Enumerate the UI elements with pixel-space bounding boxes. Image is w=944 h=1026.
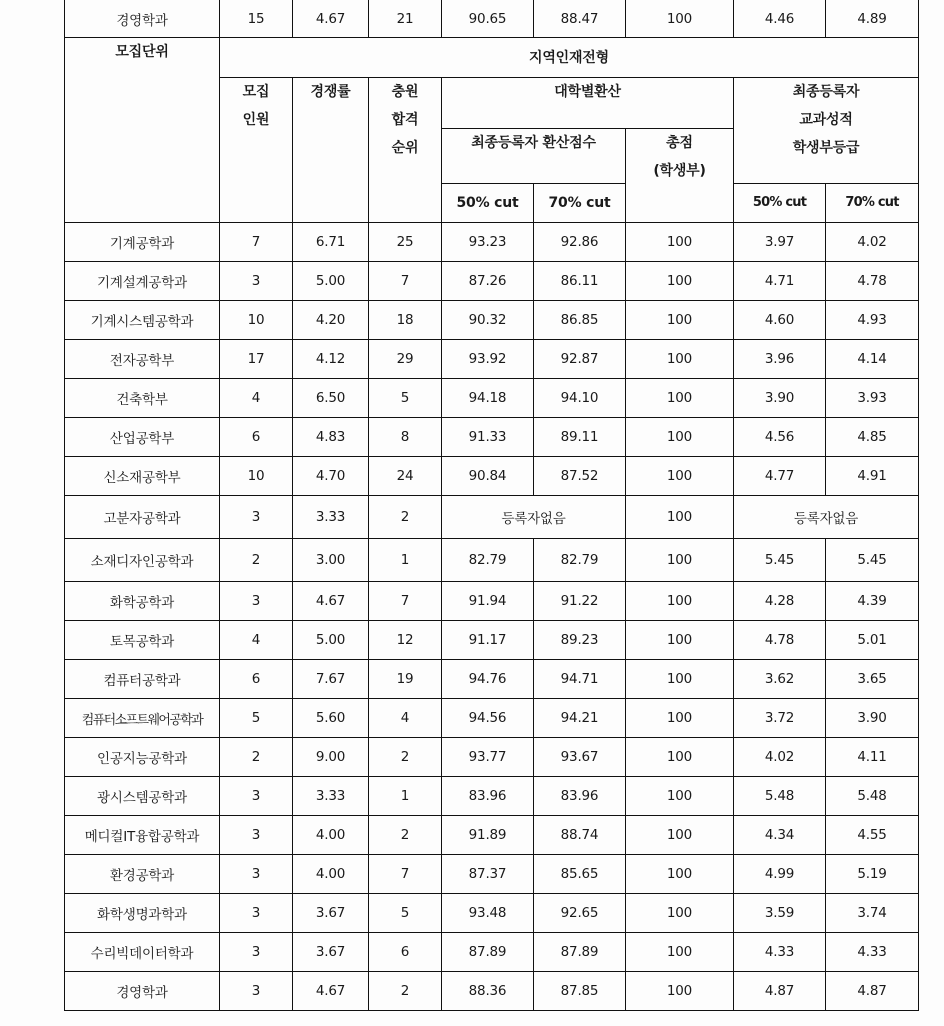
quota-cell: 17 [220,340,293,379]
grade50-cell: 3.62 [734,660,826,699]
grade70-cell: 5.48 [826,777,919,816]
rank-cell: 25 [369,223,442,262]
grade70-cell: 4.85 [826,418,919,457]
table-row [65,223,919,262]
competition-cell: 3.33 [293,496,369,539]
table-row [65,777,919,816]
header-row-track [65,38,919,78]
grade50-cell: 4.78 [734,621,826,660]
total-cell: 100 [626,301,734,340]
admission-results-document [64,0,918,1011]
grade50-cell: 4.56 [734,418,826,457]
total-cell: 100 [626,582,734,621]
grade70-cell: 4.78 [826,262,919,301]
cut70-cell: 94.10 [534,379,626,418]
table-row [65,379,919,418]
competition-cell: 3.00 [293,539,369,582]
table-row [65,582,919,621]
total-cell: 100 [626,340,734,379]
total-cell: 100 [626,816,734,855]
dept-cell: 소재디자인공학과 [65,539,220,582]
cut50-cell: 90.32 [442,301,534,340]
cut50-cell: 90.84 [442,457,534,496]
grade70-cell: 4.89 [826,0,919,38]
competition-cell: 3.67 [293,933,369,972]
grade50-cell: 4.77 [734,457,826,496]
competition-cell: 4.12 [293,340,369,379]
table-row [65,816,919,855]
total-cell: 100 [626,777,734,816]
rank-cell: 7 [369,855,442,894]
competition-cell: 4.70 [293,457,369,496]
dept-cell: 기계공학과 [65,223,220,262]
grade70-cell: 4.87 [826,972,919,1011]
header-competition: 경쟁률 [293,78,369,223]
dept-cell: 광시스템공학과 [65,777,220,816]
grade70-cell: 3.93 [826,379,919,418]
grade50-cell: 4.60 [734,301,826,340]
rank-cell: 4 [369,699,442,738]
table-row [65,621,919,660]
cut50-cell: 93.48 [442,894,534,933]
competition-cell: 6.71 [293,223,369,262]
grade50-cell: 4.02 [734,738,826,777]
header-track: 지역인재전형 [220,38,919,78]
total-cell: 100 [626,0,734,38]
competition-cell: 5.00 [293,262,369,301]
quota-cell: 3 [220,816,293,855]
cut70-cell: 94.71 [534,660,626,699]
cut70-cell: 91.22 [534,582,626,621]
cut50-cell: 91.94 [442,582,534,621]
cut50-cell: 83.96 [442,777,534,816]
dept-cell: 화학공학과 [65,582,220,621]
total-cell: 100 [626,933,734,972]
competition-cell: 4.20 [293,301,369,340]
cut50-cell: 87.89 [442,933,534,972]
admission-results-table [64,0,919,1011]
total-cell: 100 [626,457,734,496]
table-row [65,340,919,379]
quota-cell: 7 [220,223,293,262]
grade50-cell: 4.46 [734,0,826,38]
total-cell: 100 [626,262,734,301]
dept-cell: 고분자공학과 [65,496,220,539]
grade70-cell: 4.02 [826,223,919,262]
quota-cell: 4 [220,621,293,660]
grade70-cell: 4.14 [826,340,919,379]
rank-cell: 12 [369,621,442,660]
grade70-cell: 4.39 [826,582,919,621]
quota-cell: 3 [220,496,293,539]
competition-cell: 4.67 [293,0,369,38]
competition-cell: 4.00 [293,855,369,894]
header-grade-cut50: 50% cut [734,184,826,223]
table-row [65,894,919,933]
dept-cell: 토목공학과 [65,621,220,660]
competition-cell: 4.83 [293,418,369,457]
dept-cell: 인공지능공학과 [65,738,220,777]
grade70-cell: 4.11 [826,738,919,777]
cut70-cell: 88.74 [534,816,626,855]
cut50-cell: 91.89 [442,816,534,855]
rank-cell: 19 [369,660,442,699]
rank-cell: 5 [369,379,442,418]
table-row [65,301,919,340]
grade70-cell: 4.33 [826,933,919,972]
cut50-cell: 93.77 [442,738,534,777]
cut70-cell: 92.65 [534,894,626,933]
dept-cell: 경영학과 [65,972,220,1011]
rank-cell: 2 [369,496,442,539]
rank-cell: 24 [369,457,442,496]
competition-cell: 4.67 [293,582,369,621]
header-total: 총점 (학생부) [626,129,734,223]
dept-cell: 전자공학부 [65,340,220,379]
grade50-cell: 3.97 [734,223,826,262]
grade50-cell: 3.96 [734,340,826,379]
total-cell: 100 [626,972,734,1011]
table-row [65,855,919,894]
grade70-cell: 4.55 [826,816,919,855]
rank-cell: 2 [369,972,442,1011]
dept-cell: 기계시스템공학과 [65,301,220,340]
cut50-cell: 87.26 [442,262,534,301]
grade70-cell: 3.90 [826,699,919,738]
grade50-cell: 3.90 [734,379,826,418]
rank-cell: 18 [369,301,442,340]
total-cell: 100 [626,699,734,738]
quota-cell: 6 [220,660,293,699]
cut70-cell: 82.79 [534,539,626,582]
grade50-cell: 4.33 [734,933,826,972]
total-cell: 100 [626,496,734,539]
cut50-cell: 94.18 [442,379,534,418]
rank-cell: 29 [369,340,442,379]
competition-cell: 6.50 [293,379,369,418]
header-rank: 충원 합격 순위 [369,78,442,223]
quota-cell: 3 [220,894,293,933]
quota-cell: 3 [220,933,293,972]
grade70-cell: 4.93 [826,301,919,340]
rank-cell: 1 [369,539,442,582]
rank-cell: 8 [369,418,442,457]
total-cell: 100 [626,738,734,777]
rank-cell: 2 [369,738,442,777]
cut70-cell: 87.85 [534,972,626,1011]
dept-cell: 컴퓨터공학과 [65,660,220,699]
table-row [65,262,919,301]
cut50-cell: 88.36 [442,972,534,1011]
header-grade: 최종등록자 교과성적 학생부등급 [734,78,919,184]
table-row [65,972,919,1011]
quota-cell: 10 [220,457,293,496]
cut70-cell: 85.65 [534,855,626,894]
cut70-cell: 89.11 [534,418,626,457]
rank-cell: 21 [369,0,442,38]
total-cell: 100 [626,621,734,660]
table-row [65,539,919,582]
quota-cell: 3 [220,262,293,301]
dept-cell: 신소재공학부 [65,457,220,496]
table-row [65,699,919,738]
cut50-cell: 82.79 [442,539,534,582]
cut50-cell: 93.23 [442,223,534,262]
table-row [65,457,919,496]
cut70-cell: 93.67 [534,738,626,777]
cut70-cell: 86.11 [534,262,626,301]
dept-cell: 메디컬IT융합공학과 [65,816,220,855]
grade50-cell: 3.59 [734,894,826,933]
grade50-cell: 4.34 [734,816,826,855]
grade50-cell: 5.48 [734,777,826,816]
competition-cell: 7.67 [293,660,369,699]
grade50-cell: 5.45 [734,539,826,582]
grade70-cell: 3.74 [826,894,919,933]
grade50-cell: 4.87 [734,972,826,1011]
header-cut50: 50% cut [442,184,534,223]
cut70-cell: 94.21 [534,699,626,738]
table-row [65,660,919,699]
rank-cell: 2 [369,816,442,855]
quota-cell: 5 [220,699,293,738]
header-final-score: 최종등록자 환산점수 [442,129,626,184]
cut50-cell: 91.17 [442,621,534,660]
dept-cell: 건축학부 [65,379,220,418]
table-row [65,933,919,972]
competition-cell: 3.67 [293,894,369,933]
dept-cell: 환경공학과 [65,855,220,894]
total-cell: 100 [626,418,734,457]
rank-cell: 5 [369,894,442,933]
rank-cell: 6 [369,933,442,972]
cut70-cell: 86.85 [534,301,626,340]
grade70-cell: 5.19 [826,855,919,894]
table-row [65,738,919,777]
no-registrant-score-cell: 등록자없음 [442,496,626,539]
header-grade-cut70: 70% cut [826,184,919,223]
cut70-cell: 88.47 [534,0,626,38]
cut50-cell: 93.92 [442,340,534,379]
quota-cell: 3 [220,972,293,1011]
table-row [65,418,919,457]
rank-cell: 7 [369,582,442,621]
cut70-cell: 89.23 [534,621,626,660]
dept-cell: 기계설계공학과 [65,262,220,301]
competition-cell: 9.00 [293,738,369,777]
competition-cell: 5.00 [293,621,369,660]
cut70-cell: 92.87 [534,340,626,379]
dept-cell: 산업공학부 [65,418,220,457]
competition-cell: 3.33 [293,777,369,816]
grade70-cell: 5.01 [826,621,919,660]
quota-cell: 2 [220,738,293,777]
quota-cell: 3 [220,582,293,621]
grade70-cell: 4.91 [826,457,919,496]
quota-cell: 6 [220,418,293,457]
quota-cell: 15 [220,0,293,38]
total-cell: 100 [626,539,734,582]
cut70-cell: 87.89 [534,933,626,972]
quota-cell: 3 [220,777,293,816]
quota-cell: 4 [220,379,293,418]
total-cell: 100 [626,660,734,699]
grade50-cell: 4.99 [734,855,826,894]
header-unit: 모집단위 [65,38,220,223]
dept-cell: 화학생명과학과 [65,894,220,933]
competition-cell: 5.60 [293,699,369,738]
header-quota: 모집 인원 [220,78,293,223]
grade70-cell: 3.65 [826,660,919,699]
no-registrant-grade-cell: 등록자없음 [734,496,919,539]
cut50-cell: 94.56 [442,699,534,738]
cut50-cell: 94.76 [442,660,534,699]
grade50-cell: 4.71 [734,262,826,301]
quota-cell: 10 [220,301,293,340]
rank-cell: 7 [369,262,442,301]
cut50-cell: 87.37 [442,855,534,894]
rank-cell: 1 [369,777,442,816]
total-cell: 100 [626,379,734,418]
table-row-no-registrant [65,496,919,539]
quota-cell: 3 [220,855,293,894]
total-cell: 100 [626,223,734,262]
cut50-cell: 91.33 [442,418,534,457]
header-cut70: 70% cut [534,184,626,223]
dept-cell: 수리빅데이터학과 [65,933,220,972]
grade50-cell: 4.28 [734,582,826,621]
dept-cell: 컴퓨터소프트웨어공학과 [65,699,220,738]
cut70-cell: 87.52 [534,457,626,496]
grade50-cell: 3.72 [734,699,826,738]
total-cell: 100 [626,855,734,894]
cut50-cell: 90.65 [442,0,534,38]
cut70-cell: 92.86 [534,223,626,262]
table-row-previous-section [65,0,919,38]
competition-cell: 4.67 [293,972,369,1011]
competition-cell: 4.00 [293,816,369,855]
grade70-cell: 5.45 [826,539,919,582]
cut70-cell: 83.96 [534,777,626,816]
total-cell: 100 [626,894,734,933]
header-univ-conversion: 대학별환산 [442,78,734,129]
dept-cell: 경영학과 [65,0,220,38]
quota-cell: 2 [220,539,293,582]
